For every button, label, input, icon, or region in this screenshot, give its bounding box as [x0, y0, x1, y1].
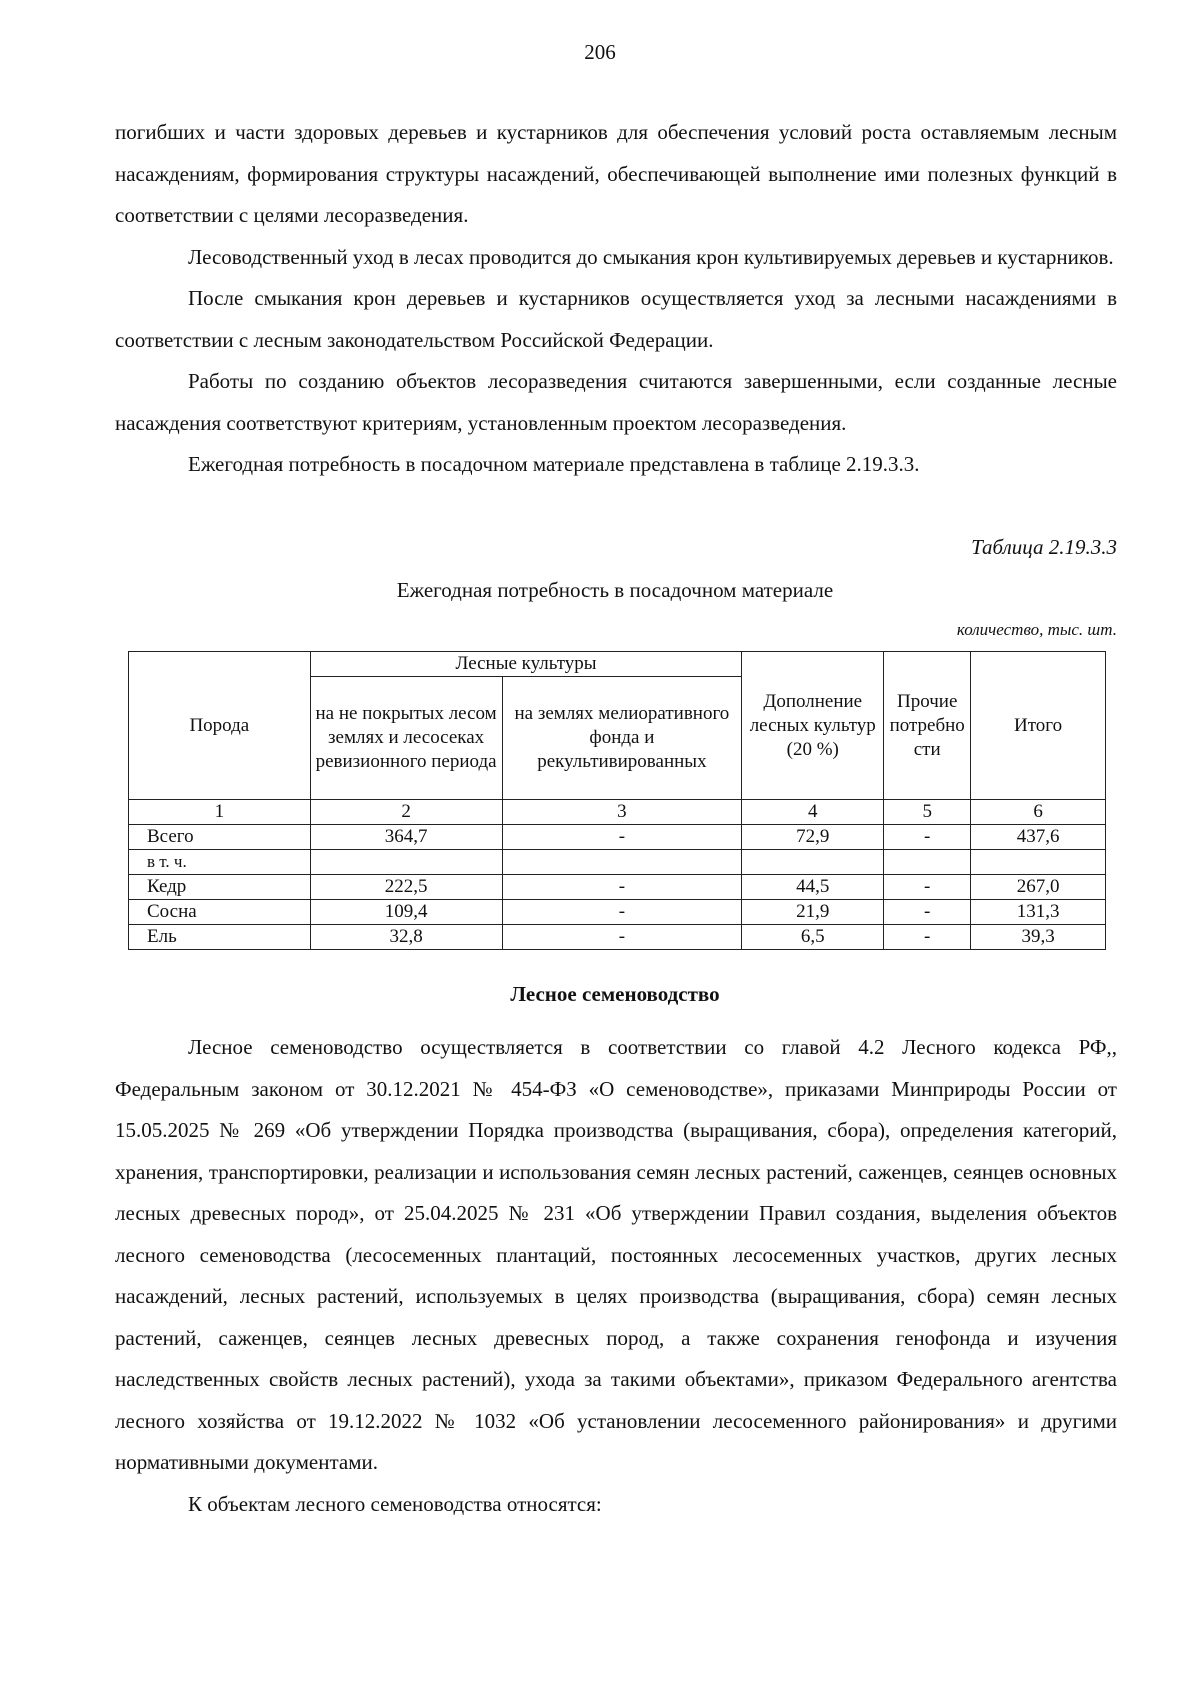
paragraph: Лесоводственный уход в лесах проводится до смыкания крон культивируемых деревьев и кустарников.: [188, 244, 1114, 269]
col-number: 5: [884, 800, 971, 825]
header-col6: Итого: [971, 652, 1106, 800]
cell: [884, 850, 971, 875]
table-header-row: [129, 652, 1106, 677]
section-title: Лесное семеноводство: [510, 982, 720, 1006]
header-col5: Прочие потребно сти: [884, 652, 971, 800]
cell: Сосна: [129, 900, 311, 925]
col-number: 2: [310, 800, 502, 825]
cell: -: [884, 875, 971, 900]
paragraph: К объектам лесного семеноводства относятся:: [188, 1491, 602, 1516]
paragraph: погибших и части здоровых деревьев и кустарников для обеспечения условий роста оставляемым лесным насаждениям, формирования структуры насаждений, обеспечивающей выполнение ими полезных функций в соответствии с целями лесоразведения.: [115, 120, 1117, 227]
header-forest-cultures: Лесные культуры: [310, 652, 742, 677]
cell: 437,6: [971, 825, 1106, 850]
planting-material-table: [128, 651, 1106, 950]
cell: -: [884, 925, 971, 950]
table-row: [129, 900, 1106, 925]
col-number: 3: [502, 800, 742, 825]
header-col2: на не покрытых лесом землях и лесосеках ревизионного периода: [310, 677, 502, 800]
column-number-row: [129, 800, 1106, 825]
cell: Всего: [129, 825, 311, 850]
paragraph: Ежегодная потребность в посадочном материале представлена в таблице 2.19.3.3.: [188, 452, 920, 476]
header-species: Порода: [129, 652, 311, 800]
cell: 109,4: [310, 900, 502, 925]
col-number: 6: [971, 800, 1106, 825]
paragraph: Лесное семеноводство осуществляется в соответствии со главой 4.2 Лесного кодекса РФ,, Федеральным законом от 30.12.2021 № 454-ФЗ «О семеноводстве», приказами Минприроды России от 15.05.2025 № 269 «Об утверждении Порядка производства (выращивания, сбора), определения категорий, хранения, транспортировки, реализации и использования семян лесных растений, саженцев, сеянцев основных лесных древесных пород», от 25.04.2025 № 231 «Об утверждении Правил создания, выделения объектов лесного семеноводства (лесосеменных плантаций, постоянных лесосеменных участков, других лесных насаждений, лесных растений, используемых в целях производства (выращивания, сбора) семян лесных растений, саженцев, сеянцев лесных древесных пород, а также сохранения генофонда и изучения наследственных свойств лесных растений), ухода за такими объектами», приказом Федерального агентства лесного хозяйства от 19.12.2022 № 1032 «Об установлении лесосеменного районирования» и другими нормативными документами.: [115, 1035, 1117, 1474]
cell: -: [502, 875, 742, 900]
table-units: количество, тыс. шт.: [956, 620, 1117, 639]
cell: -: [502, 825, 742, 850]
cell: 32,8: [310, 925, 502, 950]
table-row: [129, 825, 1106, 850]
col-number: 4: [742, 800, 884, 825]
cell: 6,5: [742, 925, 884, 950]
cell: в т. ч.: [129, 850, 311, 875]
table-row: [129, 925, 1106, 950]
cell: [971, 850, 1106, 875]
cell: [502, 850, 742, 875]
cell: 222,5: [310, 875, 502, 900]
header-col4: Дополнение лесных культур (20 %): [742, 652, 884, 800]
cell: 44,5: [742, 875, 884, 900]
cell: 39,3: [971, 925, 1106, 950]
cell: 267,0: [971, 875, 1106, 900]
cell: 364,7: [310, 825, 502, 850]
cell: Ель: [129, 925, 311, 950]
intro-text: [115, 112, 1117, 486]
cell: 72,9: [742, 825, 884, 850]
cell: -: [502, 925, 742, 950]
section-text: [115, 1027, 1117, 1525]
cell: [742, 850, 884, 875]
col-number: 1: [129, 800, 311, 825]
table-caption: Таблица 2.19.3.3: [971, 535, 1117, 559]
cell: [310, 850, 502, 875]
table-title: Ежегодная потребность в посадочном материале: [396, 578, 834, 602]
table-row: [129, 875, 1106, 900]
table-row: [129, 850, 1106, 875]
cell: Кедр: [129, 875, 311, 900]
cell: 131,3: [971, 900, 1106, 925]
header-col3: на землях мелиоративного фонда и рекультивированных: [502, 677, 742, 800]
paragraph: Работы по созданию объектов лесоразведения считаются завершенными, если созданные лесные насаждения соответствуют критериям, установленным проектом лесоразведения.: [115, 369, 1117, 435]
cell: -: [502, 900, 742, 925]
paragraph: После смыкания крон деревьев и кустарников осуществляется уход за лесными насаждениями в соответствии с лесным законодательством Российской Федерации.: [115, 286, 1117, 352]
cell: -: [884, 825, 971, 850]
cell: -: [884, 900, 971, 925]
page-number: 206: [584, 40, 616, 64]
cell: 21,9: [742, 900, 884, 925]
